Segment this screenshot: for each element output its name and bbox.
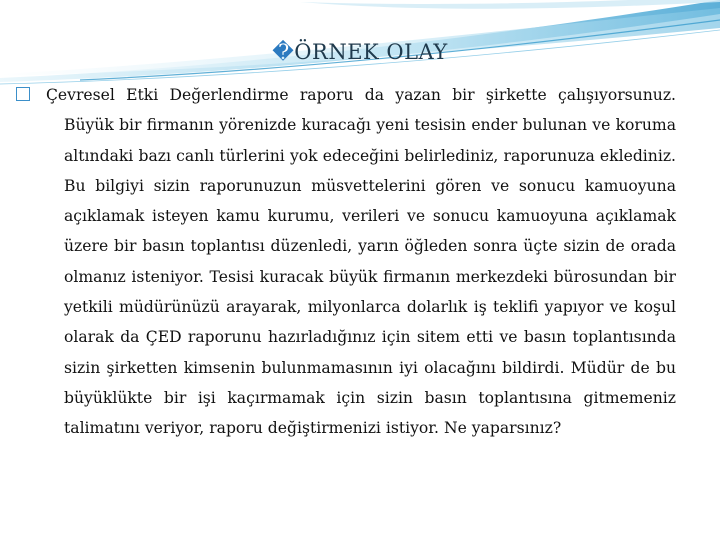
- case-study-paragraph: Çevresel Etki Değerlendirme raporu da yazan bir şirkette çalışıyorsunuz. Büyük bir firmanın yörenizde kuracağı yeni tesisin ender bulunan ve koruma altındaki bazı canlı türlerini yok edeceğini belirlediniz, raporunuza eklediniz. Bu bilgiyi sizin raporunuzun müsvettelerini gören ve sonucu kamuoyuna açıklamak isteyen kamu kurumu, verileri ve sonucu kamuoyuna açıklamak üzere bir basın toplantısı düzenledi, yarın öğleden sonra üçte sizin de orada olmanız isteniyor. Tesisi kuracak büyük firmanın merkezdeki bürosundan bir yetkili müdürünüzü arayarak, milyonlarca dolarlık iş teklifi yapıyor ve koşul olarak da ÇED raporunu hazırladığınız için sitem etti ve basın toplantısında sizin şirketten kimsenin bulunmamasının iyi olacağını bildirdi. Müdür de bu büyüklükte bir işi kaçırmamak için sizin basın toplantısına gitmemeniz talimatını veriyor, raporu değiştirmenizi istiyor. Ne yaparsınız?: [46, 86, 676, 438]
- case-study-body: [46, 80, 676, 444]
- title-glyph: �: [272, 40, 295, 64]
- slide-title: [0, 40, 720, 64]
- title-text: ÖRNEK OLAY: [294, 40, 448, 64]
- bullet-icon: [16, 87, 30, 101]
